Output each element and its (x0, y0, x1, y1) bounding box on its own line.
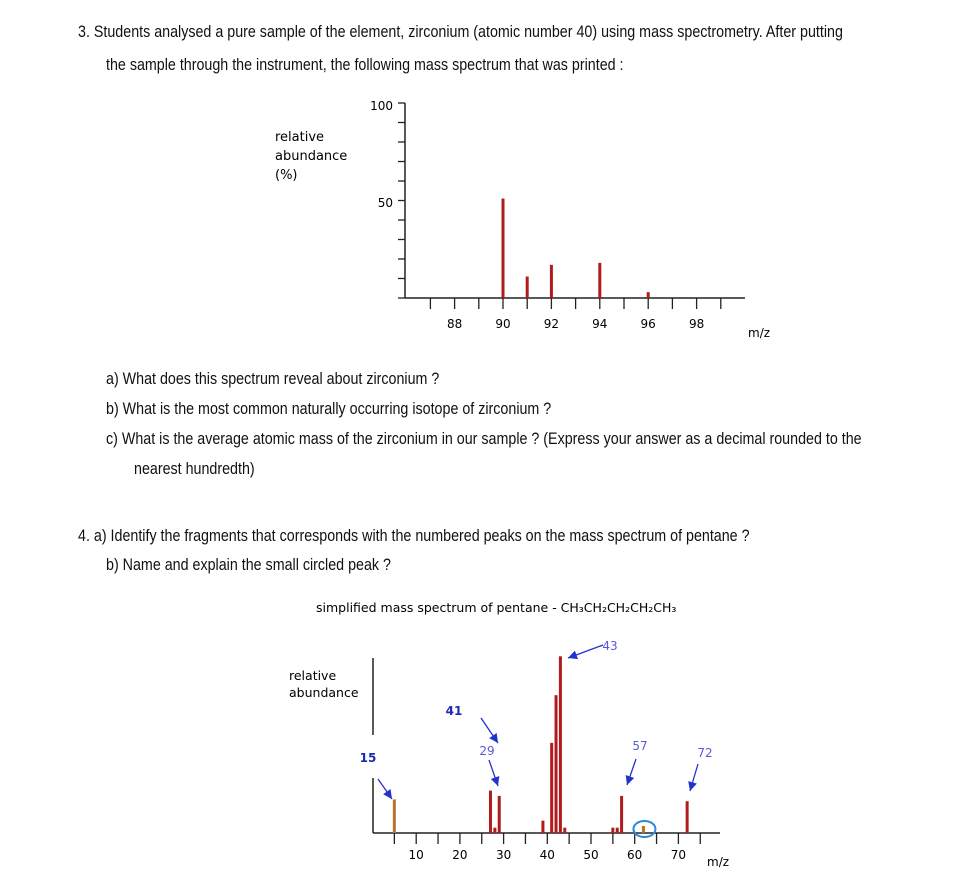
x-tick-label: 10 (408, 848, 424, 862)
x-axis-label: m/z (748, 326, 771, 340)
peak-label-43: 43 (602, 639, 618, 653)
bar-27 (489, 791, 492, 833)
peak-label-72: 72 (697, 746, 713, 760)
x-tick-label: 40 (539, 848, 555, 862)
y-axis-label: abundance (275, 149, 348, 164)
bar-57 (620, 796, 623, 833)
x-tick-label: 88 (446, 317, 463, 331)
bar-43 (559, 656, 562, 833)
peak-label-15: 15 (359, 751, 377, 765)
x-tick-label: 94 (592, 317, 608, 331)
y-tick-label: 50 (377, 196, 393, 210)
q3-line2: the sample through the instrument, the following mass spectrum that was printed : (106, 55, 624, 74)
bar-56 (616, 828, 619, 833)
x-tick-label: 92 (543, 317, 560, 331)
arrow-head-icon (489, 733, 498, 743)
peak-label-29: 29 (479, 744, 495, 758)
x-tick-label: 70 (670, 848, 687, 862)
x-tick-label: 20 (452, 848, 468, 862)
y-axis-label: relative (275, 130, 325, 145)
bar-29 (498, 796, 501, 833)
y-axis-label: relative (289, 668, 337, 683)
q4-part-b: b) Name and explain the small circled peak ? (106, 555, 391, 574)
y-axis-label: abundance (289, 685, 359, 700)
bar-42 (555, 695, 558, 833)
x-tick-label: 30 (495, 848, 512, 862)
arrow-head-icon (626, 775, 635, 785)
y-axis-label: (%) (275, 168, 298, 183)
q3-part-b: b) What is the most common naturally occurring isotope of zirconium ? (106, 399, 552, 418)
x-tick-label: 50 (583, 848, 599, 862)
arrow-head-icon (491, 776, 500, 786)
bar-39 (541, 821, 544, 833)
x-tick-label: 60 (627, 848, 643, 862)
bar-72 (686, 801, 689, 833)
peak-label-41: 41 (445, 704, 463, 718)
arrow-head-icon (688, 781, 697, 791)
x-tick-label: 90 (495, 317, 511, 331)
peak-label-57: 57 (632, 739, 648, 753)
bar-62 (642, 826, 645, 833)
bar-44 (563, 828, 566, 833)
x-tick-label: 96 (640, 317, 656, 331)
bar-5 (393, 799, 396, 833)
x-axis-label: m/z (707, 855, 730, 869)
bar-41 (550, 743, 553, 833)
bar-55 (611, 828, 614, 833)
q4-part-a: 4. a) Identify the fragments that corresponds with the numbered peaks on the mass spectrum of pentane ? (78, 526, 750, 545)
bar-28 (493, 828, 496, 833)
arrow-head-icon (383, 789, 392, 799)
q3-part-c: c) What is the average atomic mass of the zirconium in our sample ? (Express your answer as a decimal rounded to the (106, 429, 862, 448)
q3-line1: 3. Students analysed a pure sample of the element, zirconium (atomic number 40) using mass spectrometry. After putting (78, 22, 843, 41)
x-tick-label: 98 (688, 317, 705, 331)
q3-part-c-cont: nearest hundredth) (134, 459, 255, 478)
y-tick-label: 100 (370, 99, 393, 113)
chart-title: simplified mass spectrum of pentane - CH₃CH₂CH₂CH₂CH₃ (316, 600, 677, 615)
q3-part-a: a) What does this spectrum reveal about zirconium ? (106, 369, 440, 388)
